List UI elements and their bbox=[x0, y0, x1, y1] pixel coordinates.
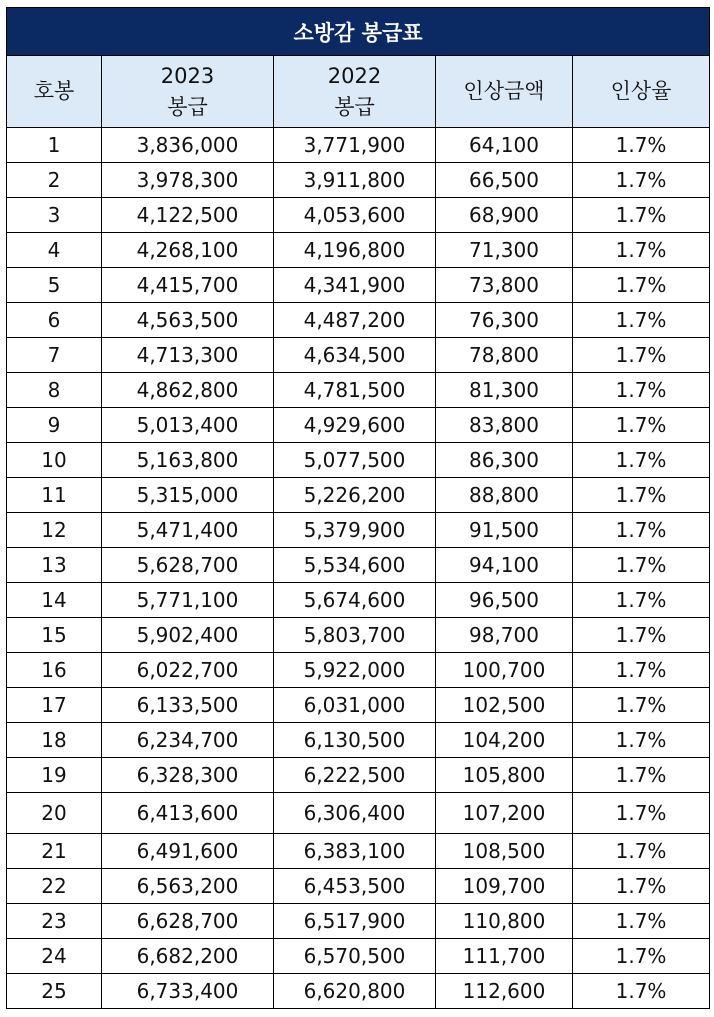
table-row bbox=[7, 974, 710, 1009]
table-row bbox=[7, 198, 710, 233]
cell-increase-rate: 1.7% bbox=[573, 723, 710, 758]
cell-2023-salary: 4,563,500 bbox=[102, 303, 274, 338]
cell-2022-salary: 4,341,900 bbox=[274, 268, 436, 303]
cell-grade: 7 bbox=[7, 338, 102, 373]
cell-increase-rate: 1.7% bbox=[573, 939, 710, 974]
cell-2022-salary: 5,226,200 bbox=[274, 478, 436, 513]
cell-increase-rate: 1.7% bbox=[573, 373, 710, 408]
cell-2023-salary: 6,733,400 bbox=[102, 974, 274, 1009]
header-2023-salary bbox=[102, 56, 274, 128]
cell-increase-amount: 112,600 bbox=[436, 974, 573, 1009]
cell-grade: 9 bbox=[7, 408, 102, 443]
cell-increase-amount: 94,100 bbox=[436, 548, 573, 583]
table-row bbox=[7, 268, 710, 303]
table-row bbox=[7, 478, 710, 513]
cell-grade: 6 bbox=[7, 303, 102, 338]
cell-increase-rate: 1.7% bbox=[573, 338, 710, 373]
cell-2022-salary: 5,674,600 bbox=[274, 583, 436, 618]
cell-increase-rate: 1.7% bbox=[573, 443, 710, 478]
cell-2023-salary: 5,902,400 bbox=[102, 618, 274, 653]
cell-increase-amount: 96,500 bbox=[436, 583, 573, 618]
cell-increase-amount: 105,800 bbox=[436, 758, 573, 793]
cell-increase-rate: 1.7% bbox=[573, 653, 710, 688]
salary-table-container bbox=[6, 7, 709, 1009]
cell-2023-salary: 6,682,200 bbox=[102, 939, 274, 974]
cell-increase-rate: 1.7% bbox=[573, 688, 710, 723]
table-row bbox=[7, 303, 710, 338]
table-header-row bbox=[7, 56, 710, 128]
table-row bbox=[7, 688, 710, 723]
cell-2022-salary: 4,196,800 bbox=[274, 233, 436, 268]
header-2023-label: 봉급 bbox=[167, 94, 208, 119]
cell-increase-amount: 108,500 bbox=[436, 834, 573, 869]
cell-increase-amount: 91,500 bbox=[436, 513, 573, 548]
cell-2022-salary: 6,383,100 bbox=[274, 834, 436, 869]
cell-increase-rate: 1.7% bbox=[573, 869, 710, 904]
cell-increase-rate: 1.7% bbox=[573, 583, 710, 618]
cell-2022-salary: 6,130,500 bbox=[274, 723, 436, 758]
cell-2022-salary: 6,453,500 bbox=[274, 869, 436, 904]
cell-2022-salary: 5,922,000 bbox=[274, 653, 436, 688]
cell-grade: 20 bbox=[7, 793, 102, 834]
header-2022-salary bbox=[274, 56, 436, 128]
table-row bbox=[7, 939, 710, 974]
cell-increase-amount: 68,900 bbox=[436, 198, 573, 233]
cell-increase-rate: 1.7% bbox=[573, 478, 710, 513]
header-2022-year: 2022 bbox=[327, 63, 382, 88]
cell-2022-salary: 6,517,900 bbox=[274, 904, 436, 939]
cell-increase-rate: 1.7% bbox=[573, 268, 710, 303]
cell-grade: 1 bbox=[7, 128, 102, 163]
cell-grade: 10 bbox=[7, 443, 102, 478]
cell-grade: 21 bbox=[7, 834, 102, 869]
cell-2022-salary: 5,379,900 bbox=[274, 513, 436, 548]
cell-2023-salary: 5,163,800 bbox=[102, 443, 274, 478]
cell-grade: 24 bbox=[7, 939, 102, 974]
cell-grade: 22 bbox=[7, 869, 102, 904]
cell-increase-amount: 86,300 bbox=[436, 443, 573, 478]
cell-grade: 25 bbox=[7, 974, 102, 1009]
cell-2022-salary: 6,570,500 bbox=[274, 939, 436, 974]
table-title-row bbox=[7, 8, 710, 56]
table-row bbox=[7, 233, 710, 268]
table-row bbox=[7, 443, 710, 478]
table-row bbox=[7, 583, 710, 618]
cell-grade: 23 bbox=[7, 904, 102, 939]
table-row bbox=[7, 723, 710, 758]
cell-2023-salary: 6,328,300 bbox=[102, 758, 274, 793]
cell-2023-salary: 6,491,600 bbox=[102, 834, 274, 869]
cell-2022-salary: 6,222,500 bbox=[274, 758, 436, 793]
cell-increase-amount: 71,300 bbox=[436, 233, 573, 268]
table-row bbox=[7, 869, 710, 904]
cell-2022-salary: 3,771,900 bbox=[274, 128, 436, 163]
header-increase-rate: 인상율 bbox=[573, 56, 710, 128]
cell-increase-amount: 73,800 bbox=[436, 268, 573, 303]
cell-2022-salary: 6,031,000 bbox=[274, 688, 436, 723]
cell-grade: 15 bbox=[7, 618, 102, 653]
cell-increase-rate: 1.7% bbox=[573, 128, 710, 163]
cell-grade: 13 bbox=[7, 548, 102, 583]
cell-2023-salary: 5,471,400 bbox=[102, 513, 274, 548]
cell-2023-salary: 4,415,700 bbox=[102, 268, 274, 303]
table-row bbox=[7, 338, 710, 373]
cell-2022-salary: 4,781,500 bbox=[274, 373, 436, 408]
cell-2022-salary: 4,053,600 bbox=[274, 198, 436, 233]
cell-increase-amount: 109,700 bbox=[436, 869, 573, 904]
table-row bbox=[7, 373, 710, 408]
cell-grade: 12 bbox=[7, 513, 102, 548]
cell-increase-rate: 1.7% bbox=[573, 793, 710, 834]
cell-2023-salary: 4,713,300 bbox=[102, 338, 274, 373]
cell-2022-salary: 4,929,600 bbox=[274, 408, 436, 443]
header-2023-year: 2023 bbox=[160, 63, 215, 88]
cell-grade: 8 bbox=[7, 373, 102, 408]
cell-2023-salary: 6,133,500 bbox=[102, 688, 274, 723]
cell-2022-salary: 6,620,800 bbox=[274, 974, 436, 1009]
cell-2023-salary: 5,628,700 bbox=[102, 548, 274, 583]
cell-grade: 11 bbox=[7, 478, 102, 513]
cell-2022-salary: 6,306,400 bbox=[274, 793, 436, 834]
table-row bbox=[7, 548, 710, 583]
cell-increase-amount: 107,200 bbox=[436, 793, 573, 834]
cell-grade: 16 bbox=[7, 653, 102, 688]
cell-grade: 3 bbox=[7, 198, 102, 233]
cell-2023-salary: 5,771,100 bbox=[102, 583, 274, 618]
cell-2023-salary: 6,413,600 bbox=[102, 793, 274, 834]
table-row bbox=[7, 834, 710, 869]
table-row bbox=[7, 758, 710, 793]
cell-increase-amount: 104,200 bbox=[436, 723, 573, 758]
cell-2023-salary: 6,234,700 bbox=[102, 723, 274, 758]
cell-2023-salary: 4,862,800 bbox=[102, 373, 274, 408]
table-row bbox=[7, 513, 710, 548]
cell-grade: 19 bbox=[7, 758, 102, 793]
cell-increase-amount: 100,700 bbox=[436, 653, 573, 688]
cell-2022-salary: 3,911,800 bbox=[274, 163, 436, 198]
cell-2023-salary: 3,836,000 bbox=[102, 128, 274, 163]
header-increase-amount: 인상금액 bbox=[436, 56, 573, 128]
cell-increase-amount: 78,800 bbox=[436, 338, 573, 373]
cell-increase-rate: 1.7% bbox=[573, 513, 710, 548]
table-row bbox=[7, 408, 710, 443]
cell-2022-salary: 5,803,700 bbox=[274, 618, 436, 653]
cell-2023-salary: 3,978,300 bbox=[102, 163, 274, 198]
table-row bbox=[7, 163, 710, 198]
cell-increase-rate: 1.7% bbox=[573, 618, 710, 653]
cell-increase-amount: 81,300 bbox=[436, 373, 573, 408]
cell-increase-rate: 1.7% bbox=[573, 408, 710, 443]
cell-2023-salary: 4,122,500 bbox=[102, 198, 274, 233]
cell-2022-salary: 4,487,200 bbox=[274, 303, 436, 338]
cell-increase-amount: 110,800 bbox=[436, 904, 573, 939]
cell-increase-rate: 1.7% bbox=[573, 548, 710, 583]
cell-increase-rate: 1.7% bbox=[573, 834, 710, 869]
table-row bbox=[7, 653, 710, 688]
cell-increase-amount: 66,500 bbox=[436, 163, 573, 198]
cell-increase-rate: 1.7% bbox=[573, 974, 710, 1009]
cell-2023-salary: 6,563,200 bbox=[102, 869, 274, 904]
table-row bbox=[7, 128, 710, 163]
cell-increase-amount: 76,300 bbox=[436, 303, 573, 338]
cell-2023-salary: 4,268,100 bbox=[102, 233, 274, 268]
cell-increase-amount: 102,500 bbox=[436, 688, 573, 723]
table-title: 소방감 봉급표 bbox=[7, 8, 710, 56]
cell-2023-salary: 5,013,400 bbox=[102, 408, 274, 443]
cell-increase-rate: 1.7% bbox=[573, 758, 710, 793]
header-2022-label: 봉급 bbox=[334, 94, 375, 119]
cell-grade: 5 bbox=[7, 268, 102, 303]
cell-increase-amount: 98,700 bbox=[436, 618, 573, 653]
cell-2023-salary: 6,628,700 bbox=[102, 904, 274, 939]
cell-2022-salary: 5,077,500 bbox=[274, 443, 436, 478]
table-body bbox=[7, 128, 710, 1009]
cell-grade: 2 bbox=[7, 163, 102, 198]
cell-2022-salary: 5,534,600 bbox=[274, 548, 436, 583]
cell-grade: 18 bbox=[7, 723, 102, 758]
cell-grade: 4 bbox=[7, 233, 102, 268]
cell-increase-amount: 83,800 bbox=[436, 408, 573, 443]
table-row bbox=[7, 618, 710, 653]
cell-increase-rate: 1.7% bbox=[573, 904, 710, 939]
cell-grade: 17 bbox=[7, 688, 102, 723]
cell-increase-rate: 1.7% bbox=[573, 233, 710, 268]
cell-2023-salary: 5,315,000 bbox=[102, 478, 274, 513]
cell-2023-salary: 6,022,700 bbox=[102, 653, 274, 688]
table-row bbox=[7, 904, 710, 939]
cell-2022-salary: 4,634,500 bbox=[274, 338, 436, 373]
cell-grade: 14 bbox=[7, 583, 102, 618]
cell-increase-amount: 111,700 bbox=[436, 939, 573, 974]
cell-increase-amount: 64,100 bbox=[436, 128, 573, 163]
cell-increase-rate: 1.7% bbox=[573, 163, 710, 198]
salary-table bbox=[6, 7, 710, 1009]
cell-increase-amount: 88,800 bbox=[436, 478, 573, 513]
cell-increase-rate: 1.7% bbox=[573, 198, 710, 233]
table-row bbox=[7, 793, 710, 834]
header-grade: 호봉 bbox=[7, 56, 102, 128]
cell-increase-rate: 1.7% bbox=[573, 303, 710, 338]
